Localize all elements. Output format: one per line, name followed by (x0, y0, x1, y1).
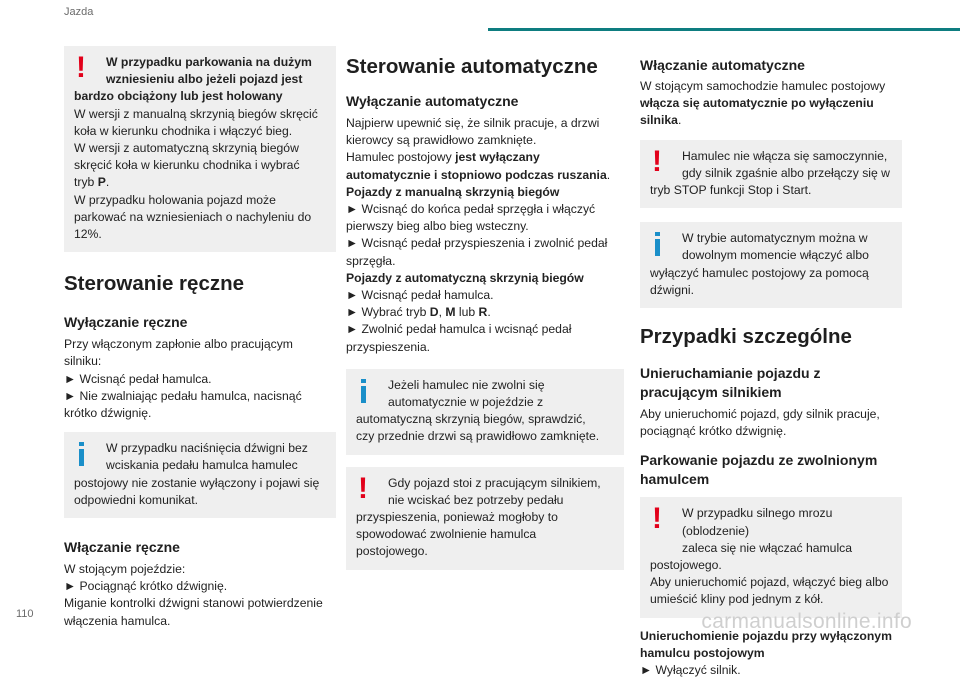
warning-icon: ! (358, 471, 368, 505)
info-icon (361, 379, 366, 403)
column-1 (64, 46, 336, 630)
text-line: ► Wcisnąć pedał hamulca. (64, 371, 212, 386)
text-line: silniku: (64, 354, 102, 369)
text-line: krótko dźwignię. (64, 406, 152, 421)
note-line: W trybie automatycznym można w (682, 231, 868, 246)
note-line: W przypadku naciśnięcia dźwigni bez (106, 441, 308, 456)
note-line: gdy silnik zgaśnie albo przełączy się w (682, 165, 890, 180)
note-line: postojowego. (356, 544, 428, 559)
text-line: hamulcu postojowym (640, 645, 765, 660)
page-number: 110 (16, 608, 34, 620)
text-line: Unieruchomienie pojazdu przy wyłączonym (640, 628, 892, 643)
header-section-label: Jazda (64, 6, 94, 18)
watermark: carmanualsonline.info (701, 610, 912, 633)
manual-release-text (64, 336, 336, 422)
text-line: Pojazdy z automatyczną skrzynią biegów (346, 270, 584, 285)
subsection-title-manual-apply: Włączanie ręczne (64, 539, 180, 556)
subsection-title-parking-released (640, 451, 902, 489)
note-line: postojowego. (650, 558, 722, 573)
note-line: tryb STOP funkcji Stop i Start. (650, 183, 812, 198)
text-line: automatycznie i stopniowo podczas ruszania. (346, 167, 611, 182)
auto-apply-text (640, 78, 902, 130)
note-line: 12%. (74, 227, 102, 242)
text-line: ► Zwolnić pedał hamulca i wcisnąć pedał (346, 322, 572, 337)
info-icon (79, 442, 84, 466)
subsection-title-manual-release: Wyłączanie ręczne (64, 314, 188, 331)
text-line: Najpierw upewnić się, że silnik pracuje, a drzwi (346, 116, 600, 130)
note-line: skręcić koła w kierunku chodnika i wybrać (74, 158, 300, 173)
note-line: czy przednie drzwi są prawidłowo zamknięte. (356, 429, 600, 444)
note-line: W wersji z manualną skrzynią biegów skręcić (74, 106, 318, 121)
text-line: W stojącym pojeździe: (64, 562, 186, 577)
info-note-auto-gearbox (346, 369, 624, 455)
immobilising-text (640, 406, 902, 440)
info-note-auto-mode-lever (640, 222, 902, 308)
note-line: Gdy pojazd stoi z pracującym silnikiem, (388, 475, 601, 490)
note-line: wyłączyć hamulec postojowy za pomocą (650, 265, 869, 280)
note-line: wzniesieniu albo jeżeli pojazd jest (106, 72, 303, 87)
text-line: ► Wyłączyć silnik. (640, 663, 741, 678)
text-line: ► Wybrać tryb D, M lub R. (346, 305, 491, 320)
text-line: Aby unieruchomić pojazd, gdy silnik pracuje, (640, 407, 880, 422)
warning-note-parking-slope (64, 46, 336, 252)
warning-note-engine-stall (640, 140, 902, 209)
note-line: W przypadku silnego mrozu (oblodzenie) (682, 506, 833, 538)
text-line: włączenia hamulca. (64, 613, 171, 628)
column-2 (346, 46, 624, 570)
section-title-manual: Sterowanie ręczne (64, 272, 245, 296)
manual-apply-text (64, 561, 336, 630)
note-line: automatyczną skrzynią biegów, sprawdzić, (356, 412, 586, 427)
note-line: postojowy nie zostanie wyłączony i pojawi się (74, 475, 320, 490)
note-line: Hamulec nie włącza się samoczynnie, (682, 148, 888, 163)
text-line: ► Nie zwalniając pedału hamulca, nacisnąć (64, 388, 302, 403)
immobilising-brake-off-text (640, 628, 902, 679)
note-line: umieścić kliny pod jednym z kół. (650, 592, 824, 607)
note-line: dźwigni. (650, 282, 695, 297)
note-line: spowodować zwolnienie hamulca (356, 527, 537, 542)
note-line: dowolnym momencie włączyć albo (682, 248, 869, 263)
heading-line: Unieruchamianie pojazdu z (640, 365, 821, 382)
text-line: ► Wcisnąć pedał hamulca. (346, 288, 494, 303)
note-line: przyspieszenia, ponieważ mogłoby to (356, 510, 558, 525)
text-line: Miganie kontrolki dźwigni stanowi potwierdzenie (64, 596, 323, 611)
text-line: kierowcy są prawidłowo zamknięte. (346, 133, 537, 148)
warning-icon: ! (652, 502, 662, 536)
note-line: nie wciskać bez potrzeby pedału (388, 492, 564, 507)
note-line: koła w kierunku chodnika i włączyć bieg. (74, 123, 293, 138)
text-line: włącza się automatycznie po wyłączeniu (640, 96, 874, 111)
text-line: pierwszy bieg albo bieg wsteczny. (346, 219, 529, 234)
note-line: odpowiedni komunikat. (74, 492, 198, 507)
note-line: bardzo obciążony lub jest holowany (74, 89, 283, 104)
text-line: ► Wcisnąć pedał przyspieszenia i zwolnić pedał (346, 236, 608, 251)
text-line: Pojazdy z manualną skrzynią biegów (346, 184, 560, 199)
heading-line: Parkowanie pojazdu ze zwolnionym (640, 452, 878, 469)
auto-release-text (346, 115, 624, 356)
text-line: sprzęgła. (346, 253, 396, 268)
text-line: pociągnąć krótko dźwignię. (640, 424, 787, 439)
heading-line: pracującym silnikiem (640, 384, 782, 401)
section-title-automatic: Sterowanie automatyczne (346, 55, 598, 78)
note-line: Aby unieruchomić pojazd, włączyć bieg albo (650, 575, 889, 590)
warning-icon: ! (652, 144, 662, 178)
text-line: ► Wcisnąć do końca pedał sprzęgła i włączyć (346, 202, 596, 217)
text-line: Przy włączonym zapłonie albo pracującym (64, 337, 293, 352)
heading-line: hamulcem (640, 471, 710, 488)
warning-icon: ! (76, 51, 86, 84)
text-line: W stojącym samochodzie hamulec postojowy (640, 79, 886, 93)
note-line: W przypadku holowania pojazd może (74, 192, 276, 207)
warning-note-accelerator (346, 467, 624, 570)
subsection-title-auto-apply: Włączanie automatyczne (640, 57, 805, 73)
note-line: wciskania pedału hamulca hamulec (106, 458, 298, 473)
subsection-title-immobilising (640, 364, 902, 402)
column-3 (640, 46, 902, 679)
note-line: Jeżeli hamulec nie zwolni się (388, 377, 545, 392)
warning-note-frost (640, 497, 902, 617)
header-accent-bar (488, 28, 960, 31)
note-line: tryb P. (74, 175, 110, 190)
info-note-lever-without-brake (64, 432, 336, 518)
text-line: przyspieszenia. (346, 339, 430, 354)
note-line: W przypadku parkowania na dużym (106, 55, 312, 69)
note-line: parkować na wzniesieniach o nachyleniu do (74, 209, 312, 224)
note-line: W wersji z automatyczną skrzynią biegów (74, 141, 299, 156)
text-line: Hamulec postojowy jest wyłączany (346, 150, 540, 165)
note-line: zaleca się nie włączać hamulca (682, 540, 853, 555)
subsection-title-auto-release: Wyłączanie automatyczne (346, 93, 519, 109)
text-line: silnika. (640, 113, 682, 128)
section-title-special-cases: Przypadki szczególne (640, 325, 852, 349)
text-line: ► Pociągnąć krótko dźwignię. (64, 579, 228, 594)
note-line: automatycznie w pojeździe z (388, 395, 544, 410)
info-icon (655, 232, 660, 256)
